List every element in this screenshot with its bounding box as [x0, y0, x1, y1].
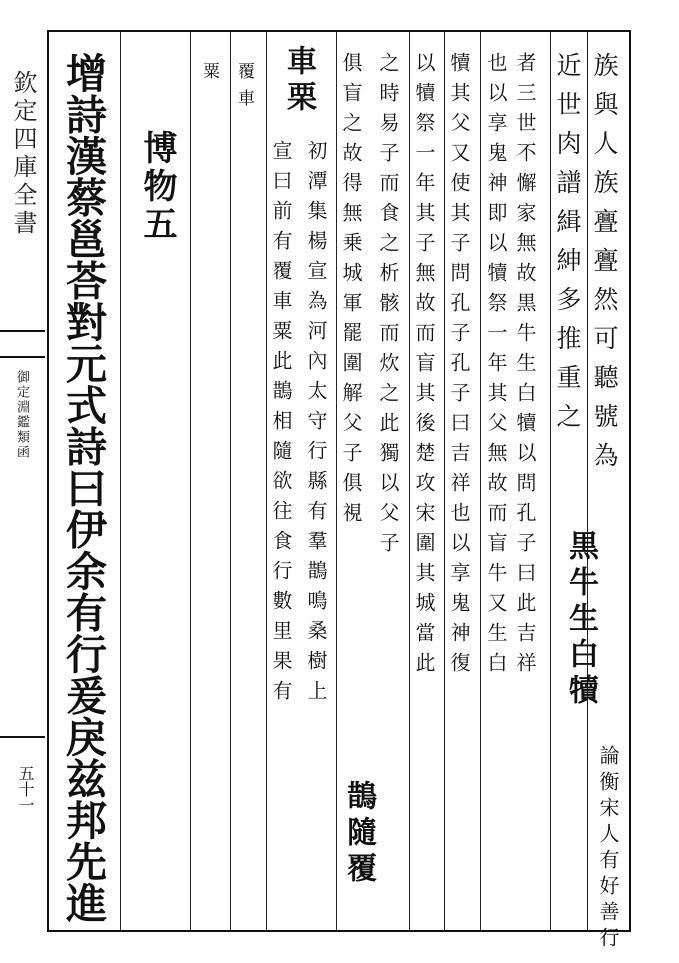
book-title: 欽定四庫全書	[9, 70, 37, 238]
column-rule	[230, 32, 231, 930]
column-rule	[480, 32, 481, 930]
page-margin	[0, 30, 45, 932]
divider	[0, 736, 45, 738]
text-column: 覆車	[234, 62, 254, 116]
category-heading: 博物五	[137, 130, 177, 244]
column-rule	[444, 32, 445, 930]
fishtail-mark	[0, 330, 45, 358]
text-column: 之時易子而食之析骸而炊之此獨以父子	[376, 52, 400, 562]
column-rule	[266, 32, 267, 930]
text-column: 近世肉譜緝紳多推重之	[553, 52, 582, 442]
text-column: 族與人族亹亹然可聽號為	[590, 52, 619, 481]
section-label: 御定淵鑑類函	[14, 370, 29, 460]
entry-note: 論衡宋人有好善行	[596, 745, 620, 953]
text-column: 俱盲之故得無乗城軍罷圍解父子俱視	[339, 52, 363, 532]
entry-heading: 車栗	[281, 45, 316, 117]
text-column: 粟	[199, 62, 219, 89]
text-column: 以犢祭一年其子無故而盲其後楚攻宋圍其城當此	[412, 52, 436, 682]
column-rule	[587, 32, 588, 930]
column-rule	[409, 32, 410, 930]
column-rule	[550, 32, 551, 930]
page-number: 五十一	[16, 765, 35, 813]
text-column: 宣曰前有覆車粟此鵲相隨欲往食行數里果有	[269, 140, 293, 710]
text-column: 者三世不懈家無故黒牛生白犢以問孔子曰此吉祥	[513, 52, 537, 682]
column-rule	[336, 32, 337, 930]
entry-heading: 黒牛生白犢	[563, 530, 598, 710]
column-rule	[120, 32, 121, 930]
text-column: 也以享鬼神即以犢祭一年其父無故而盲牛又生白	[484, 52, 508, 682]
text-column: 初潭集楊宣為河內太守行縣有羣鵲鳴桑樹上	[304, 140, 328, 710]
text-column: 增詩漢蔡邕荅對元式詩曰伊余有行爰戾兹邦先進	[59, 52, 107, 924]
column-rule	[190, 32, 191, 930]
entry-heading: 鵲隨覆	[341, 780, 376, 888]
text-column: 犢其父又使其子問孔子孔子曰吉祥也以享鬼神復	[447, 52, 471, 682]
